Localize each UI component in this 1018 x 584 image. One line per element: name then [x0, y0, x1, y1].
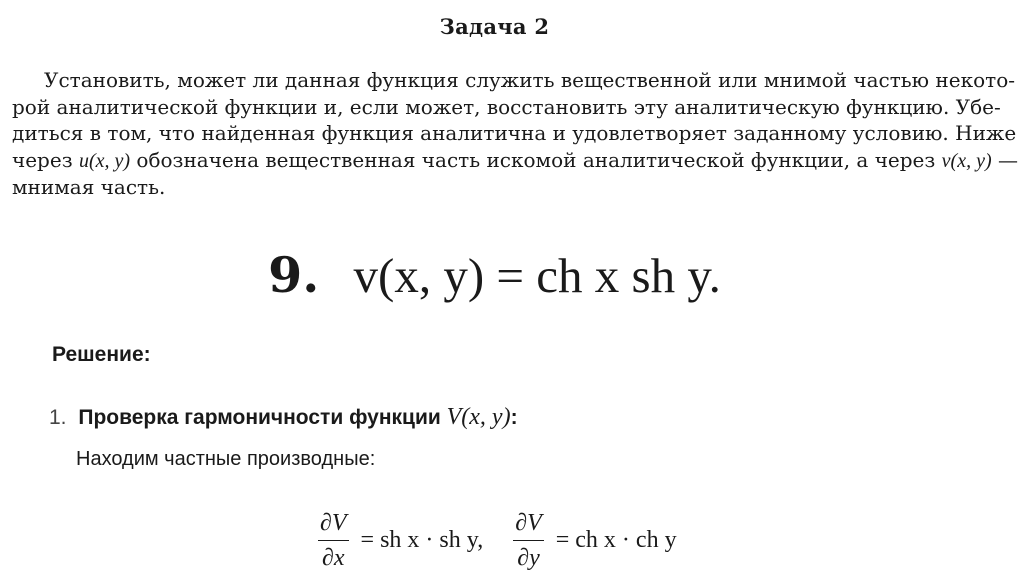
problem-line [0, 246, 989, 304]
fraction-dv-dx [318, 508, 349, 573]
math-v-xy: v(x, y) [941, 149, 992, 172]
task-title: Задача 2 [439, 14, 550, 39]
statement-line: рой аналитической функции и, если может, восстановить эту аналитическую функцию. Убе- [12, 94, 1001, 119]
statement-line: диться в том, что найденная функция аналитична и удовлетворяет заданному условию. Ниже [12, 121, 1017, 145]
statement-text: обозначена вещественная часть искомой аналитической функции, а через [136, 147, 936, 172]
statement-line: мнимая часть. [12, 175, 166, 199]
solution-heading: Решение: [52, 343, 151, 366]
step-1-heading [49, 404, 518, 431]
derivative-y-value: ch x · ch y [575, 526, 677, 553]
statement-dash: — [997, 147, 1018, 172]
step-1-text: Находим частные производные: [76, 448, 376, 470]
fraction-bar [513, 540, 544, 541]
statement-line [12, 147, 1018, 175]
fraction-bar [318, 540, 349, 541]
problem-formula: v(x, y) = ch x sh y. [353, 248, 721, 303]
step-number: 1. [49, 406, 67, 429]
statement-line: Установить, может ли данная функция служить вещественной или мнимой частью некото- [44, 68, 1015, 92]
step-title: Проверка гармоничности функции [78, 406, 441, 429]
derivatives-formula [318, 500, 677, 580]
task-statement [12, 67, 1018, 201]
equals-sign: = [555, 526, 570, 553]
fraction-numerator: ∂V [320, 509, 347, 536]
statement-text: через [12, 147, 73, 172]
math-u-xy: u(x, y) [78, 149, 131, 172]
fraction-denominator: ∂x [322, 544, 345, 571]
equals-sign: = [360, 526, 375, 553]
step-title-math: V(x, y) [446, 404, 511, 430]
fraction-dv-dy [513, 508, 544, 573]
step-title-colon: : [510, 406, 518, 429]
fraction-numerator: ∂V [515, 509, 542, 536]
derivative-x-value: sh x · sh y, [380, 526, 484, 553]
fraction-denominator: ∂y [517, 544, 540, 571]
problem-number: 9. [268, 246, 320, 304]
